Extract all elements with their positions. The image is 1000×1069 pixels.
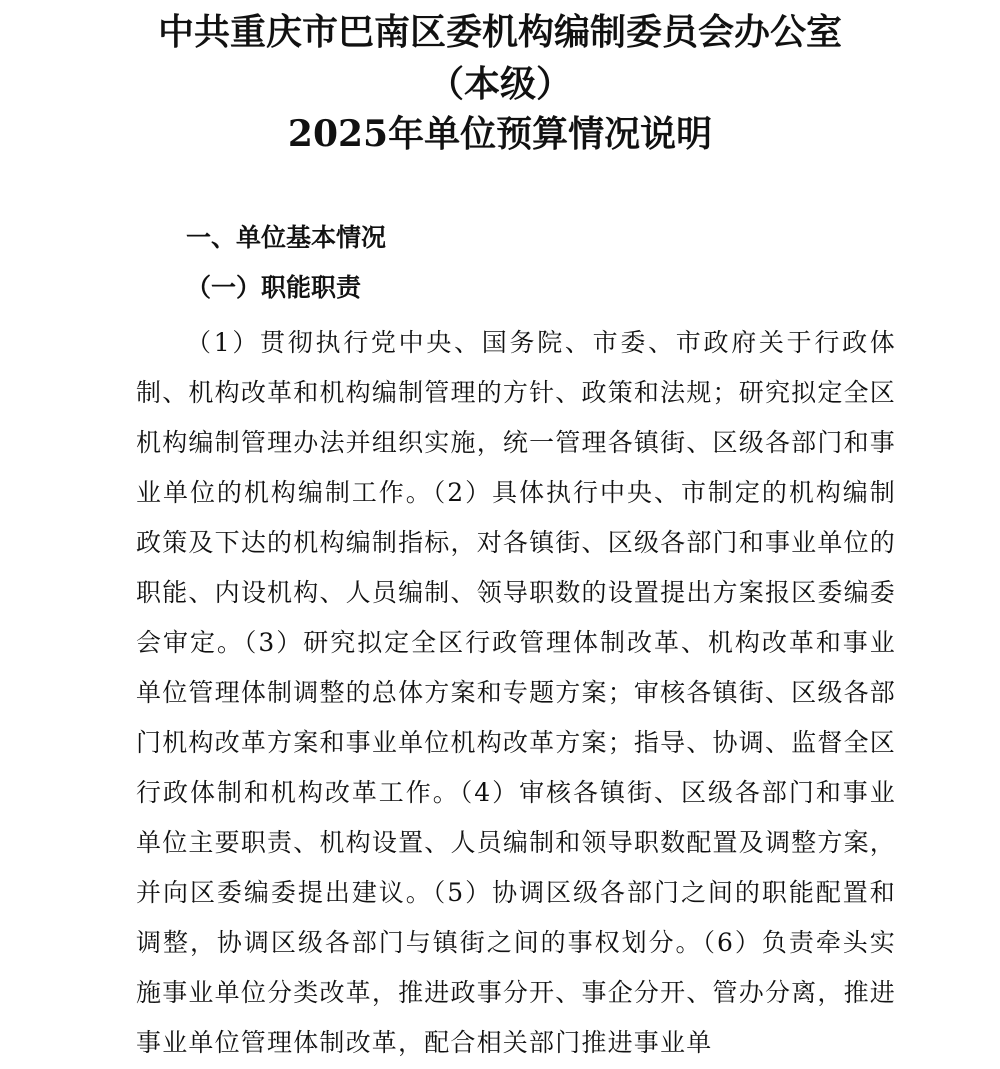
section-heading: 一、单位基本情况: [186, 223, 387, 252]
subsection-heading: （一）职能职责: [186, 273, 362, 302]
document-title-line3: 2025年单位预算情况说明: [287, 113, 713, 155]
document-title-line1: 中共重庆市巴南区委机构编制委员会办公室: [157, 11, 842, 53]
body-paragraph: （1）贯彻执行党中央、国务院、市委、市政府关于行政体制、机构改革和机构编制管理的方针、政策和法规；研究拟定全区机构编制管理办法并组织实施，统一管理各镇街、区级各部门和事业单位的机构编制工作。（2）具体执行中央、市制定的机构编制政策及下达的机构编制指标，对各镇街、区级各部门和事业单位的职能、内设机构、人员编制、领导职数的设置提出方案报区委编委会审定。（3）研究拟定全区行政管理体制改革、机构改革和事业单位管理体制调整的总体方案和专题方案；审核各镇街、区级各部门机构改革方案和事业单位机构改革方案；指导、协调、监督全区行政体制和机构改革工作。（4）审核各镇街、区级各部门和事业单位主要职责、机构设置、人员编制和领导职数配置及调整方案，并向区委编委提出建议。（5）协调区级各部门之间的职能配置和调整，协调区级各部门与镇街之间的事权划分。（6）负责牵头实施事业单位分类改革，推进政事分开、事企分开、管办分离，推进事业单位管理体制改革，配合相关部门推进事业单: [136, 328, 896, 1057]
document-title-line2: （本级）: [427, 63, 572, 105]
